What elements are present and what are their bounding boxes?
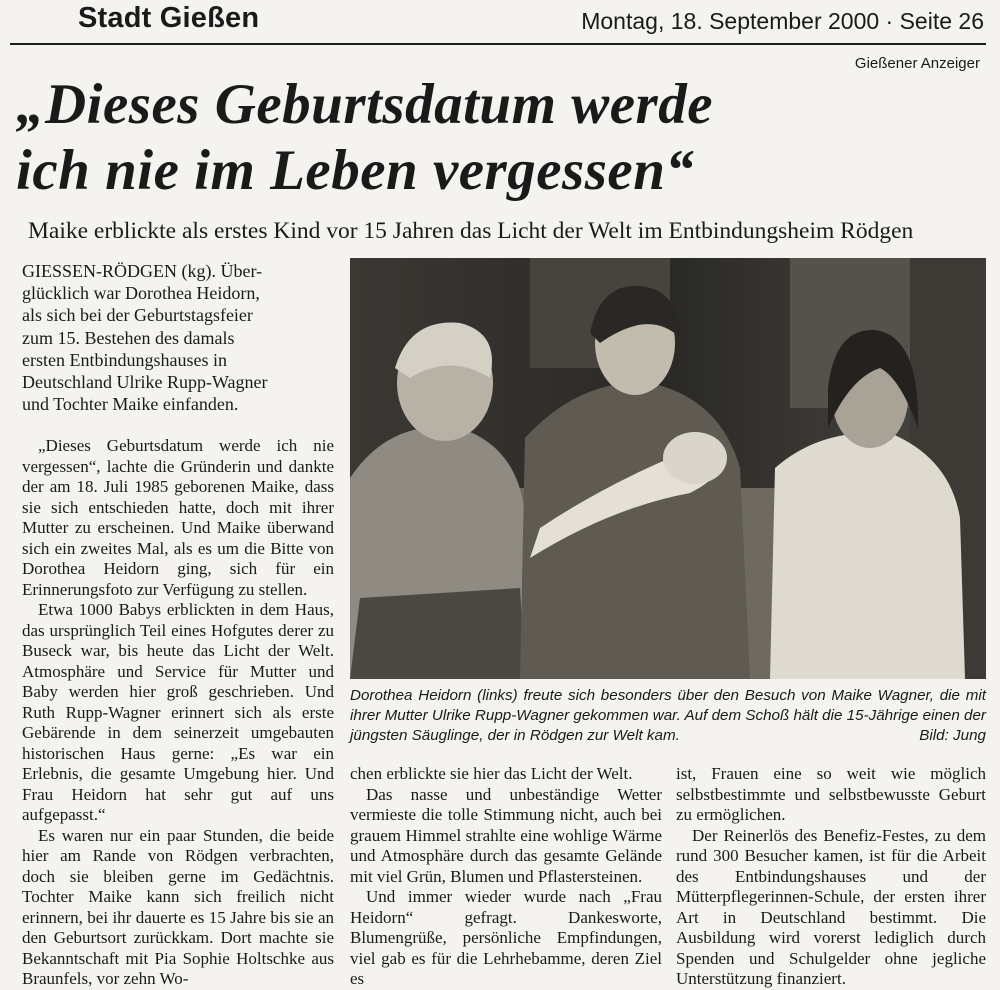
headline	[16, 72, 976, 204]
lead-line: ersten Entbindungshauses in	[22, 349, 227, 370]
caption-text: Dorothea Heidorn (links) freute sich besonders über den Besuch von Maike Wagner, die mit ihrer Mutter Ulrike Rupp-Wagner gekommen war. Auf dem Schoß hält die 15-Jährige einen der jüngsten Säuglinge, der in Rödgen zur Welt kam.	[350, 687, 986, 744]
lead-line: glücklich war Dorothea Heidorn,	[22, 283, 260, 304]
publication-name: Gießener Anzeiger	[854, 55, 980, 72]
photo-credit: Bild: Jung	[919, 727, 986, 744]
section-title: Stadt Gießen	[78, 2, 260, 34]
body-paragraph: Etwa 1000 Babys erblickten in dem Haus, das ursprünglich Teil eines Hofgutes derer zu Buseck war, bis heute das Licht der Welt. Atmosphäre und Service für Mutter und Baby werden hier groß geschrieben. Und Ruth Rupp-Wagner erinnert sich als erste Gebärende in dem seinerzeit umgebauten historischen Haus gerne: „Es war ein Erlebnis, die gesamte Umgebung hier. Und Frau Heidorn hat sehr gut auf uns aufgepasst.“	[22, 600, 334, 824]
lead-paragraph	[22, 260, 344, 415]
body-paragraph: Es waren nur ein paar Stunden, die beide hier am Rande von Rödgen verbrachten, doch sie bleiben gerne im Gedächtnis. Tochter Maike kann sich freilich nicht erinnern, bei ihr dauerte es 15 Jahre bis sie an den Geburtsort zurückkam. Dort machte sie Bekanntschaft mit Pia Sophie Holtschke aus Braunfels, vor zehn Wo-	[22, 825, 334, 988]
body-paragraph: Und immer wieder wurde nach „Frau Heidorn“ gefragt. Dankesworte, Blumengrüße, persönliche Empfindungen, viel gab es für die Lehrhebamme, deren Ziel es	[350, 887, 662, 988]
lead-line: Deutschland Ulrike Rupp-Wagner	[22, 372, 268, 393]
body-paragraph: „Dieses Geburtsdatum werde ich nie vergessen“, lachte die Gründerin und dankte der am 18. Juli 1985 geborenen Maike, dass sie sich entschieden hatte, doch mit ihrer Mutter zu erscheinen. Und Maike überwand sich ein zweites Mal, als es um die Bitte von Dorothea Heidorn ging, sich für ein Erinnerungsfoto zur Verfügung zu stellen.	[22, 436, 334, 599]
lead-line: als sich bei der Geburtstagsfeier	[22, 305, 253, 326]
headline-line-2: ich nie im Leben vergessen“	[16, 139, 695, 202]
body-column-2	[350, 764, 662, 990]
photo-illustration	[350, 258, 986, 679]
body-paragraph: Das nasse und unbeständige Wetter vermieste die tolle Stimmung nicht, auch bei grauem Himmel strahlte eine wohlige Wärme und Atmosphäre durch das gesamte Gelände mit viel Grün, Blumen und Pflastersteinen.	[350, 784, 662, 886]
dateline: Montag, 18. September 2000 · Seite 26	[581, 8, 984, 34]
lead-line: zum 15. Bestehen des damals	[22, 327, 235, 348]
body-paragraph: ist, Frauen eine so weit wie möglich selbstbestimmte und selbstbewusste Geburt zu ermöglichen.	[676, 764, 986, 824]
body-column-1	[22, 436, 334, 990]
header-rule	[10, 43, 986, 45]
news-photo	[350, 258, 986, 679]
headline-line-1: „Dieses Geburtsdatum werde	[16, 73, 713, 136]
body-paragraph: chen erblickte sie hier das Licht der Welt.	[350, 764, 633, 783]
lead-line: und Tochter Maike einfanden.	[22, 394, 239, 415]
body-paragraph: Der Reinerlös des Benefiz-Festes, zu dem rund 300 Besucher kamen, ist für die Arbeit des Entbindungshauses und der Mütterpflegerinnen-Schule, der ersten ihrer Art in Deutschland bestimmt. Die Ausbildung wird vorerst lediglich durch Spenden und Schulgelder ohne jegliche Unterstützung finanziert.	[676, 825, 986, 988]
photo-caption	[350, 686, 986, 746]
subheadline: Maike erblickte als erstes Kind vor 15 Jahren das Licht der Welt im Entbindungsheim Rödgen	[28, 218, 914, 244]
body-column-3	[676, 764, 986, 990]
lead-line: GIESSEN-RÖDGEN (kg). Über-	[22, 261, 263, 281]
